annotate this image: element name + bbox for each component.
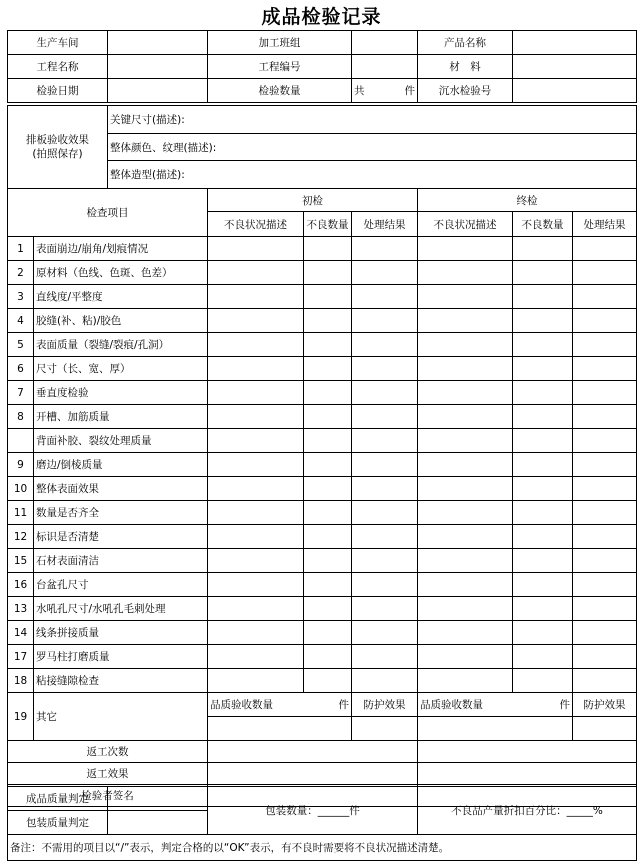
initial-desc-cell[interactable] [208, 525, 304, 549]
workshop-value[interactable] [108, 31, 208, 55]
final-result-cell[interactable] [573, 357, 637, 381]
table-row [8, 429, 637, 453]
row-number: 7 [8, 381, 34, 405]
final-result-cell[interactable] [573, 525, 637, 549]
row-item-name: 尺寸（长、宽、厚） [34, 357, 208, 381]
initial-result-cell[interactable] [352, 429, 418, 453]
row-item-name: 开槽、加筋质量 [34, 405, 208, 429]
rework-count-final[interactable] [418, 741, 637, 763]
final-result-cell[interactable] [573, 669, 637, 693]
initial-qty-cell[interactable] [304, 261, 352, 285]
final-result-cell[interactable] [573, 645, 637, 669]
row-item-name: 粘接缝隙检查 [34, 669, 208, 693]
final-qty-cell[interactable] [513, 477, 573, 501]
rework-effect-label: 返工效果 [8, 763, 208, 785]
table-row [8, 405, 637, 429]
final-qty-cell[interactable] [513, 453, 573, 477]
initial-qty-cell[interactable] [304, 597, 352, 621]
material-label: 材 料 [418, 55, 513, 79]
initial-desc-cell[interactable] [208, 597, 304, 621]
row-item-name: 石材表面清洁 [34, 549, 208, 573]
table-row [8, 309, 637, 333]
table-row [8, 669, 637, 693]
row-item-name: 背面补胶、裂纹处理质量 [34, 429, 208, 453]
initial-desc-cell[interactable] [208, 261, 304, 285]
initial-accept-label: 品质验收数量 [210, 699, 273, 711]
initial-qty-cell[interactable] [304, 333, 352, 357]
team-value[interactable] [352, 31, 418, 55]
final-qty-cell[interactable] [513, 285, 573, 309]
final-qty-cell[interactable] [513, 405, 573, 429]
final-desc-cell[interactable] [418, 477, 513, 501]
initial-result-cell[interactable] [352, 477, 418, 501]
final-accept-value[interactable] [418, 717, 573, 741]
rework-effect-initial[interactable] [208, 763, 418, 785]
package-qty-field[interactable]: 包装数量：______件 [208, 787, 418, 835]
initial-desc-cell[interactable] [208, 429, 304, 453]
defect-rate-field[interactable]: 不良品产量折扣百分比：_____% [418, 787, 637, 835]
initial-accept-unit: 件 [338, 699, 349, 711]
final-result-cell[interactable] [573, 429, 637, 453]
final-result-cell[interactable] [573, 309, 637, 333]
row-number: 4 [8, 309, 34, 333]
table-row [8, 285, 637, 309]
row-number: 6 [8, 357, 34, 381]
final-qty-cell[interactable] [513, 549, 573, 573]
layout-check-table [7, 105, 637, 189]
initial-protection-value[interactable] [352, 717, 418, 741]
table-row [8, 501, 637, 525]
final-protection-label: 防护效果 [573, 693, 637, 717]
initial-qty-header: 不良数量 [304, 212, 352, 237]
initial-result-cell[interactable] [352, 669, 418, 693]
rework-count-initial[interactable] [208, 741, 418, 763]
initial-qty-cell[interactable] [304, 285, 352, 309]
initial-result-cell[interactable] [352, 381, 418, 405]
initial-desc-cell[interactable] [208, 309, 304, 333]
initial-result-cell[interactable] [352, 237, 418, 261]
row-item-name: 线条拼接质量 [34, 621, 208, 645]
initial-result-cell[interactable] [352, 309, 418, 333]
final-accept-qty[interactable] [418, 693, 573, 717]
layout-check-label: 排板验收效果 (拍照保存) [8, 106, 108, 189]
initial-desc-header: 不良状况描述 [208, 212, 304, 237]
final-qty-cell[interactable] [513, 621, 573, 645]
initial-protection-label: 防护效果 [352, 693, 418, 717]
final-desc-cell[interactable] [418, 597, 513, 621]
material-value[interactable] [513, 55, 637, 79]
initial-check-header: 初检 [208, 189, 418, 212]
total-prefix: 共 [354, 85, 365, 97]
row-number: 17 [8, 645, 34, 669]
inspection-date-value[interactable] [108, 79, 208, 103]
table-row [8, 597, 637, 621]
initial-desc-cell[interactable] [208, 405, 304, 429]
remark-note: 备注：不需用的项目以“/”表示，判定合格的以“OK”表示，有不良时需要将不良状况描述清楚。 [8, 835, 637, 861]
initial-qty-cell[interactable] [304, 645, 352, 669]
row-item-name: 水吼孔尺寸/水吼孔毛刺处理 [34, 597, 208, 621]
initial-desc-cell[interactable] [208, 549, 304, 573]
initial-result-cell[interactable] [352, 621, 418, 645]
inspector-label: 检验者签名 [8, 785, 208, 807]
product-quality-label: 成品质量判定 [8, 787, 108, 811]
project-name-label: 工程名称 [8, 55, 108, 79]
row-number: 2 [8, 261, 34, 285]
package-quality-value[interactable] [108, 811, 208, 835]
final-qty-cell[interactable] [513, 645, 573, 669]
initial-qty-cell[interactable] [304, 621, 352, 645]
initial-desc-cell[interactable] [208, 621, 304, 645]
row-item-name: 标识是否清楚 [34, 525, 208, 549]
final-desc-cell[interactable] [418, 405, 513, 429]
initial-desc-cell[interactable] [208, 237, 304, 261]
project-name-value[interactable] [108, 55, 208, 79]
final-result-cell[interactable] [573, 381, 637, 405]
row-item-name: 垂直度检验 [34, 381, 208, 405]
final-result-cell[interactable] [573, 453, 637, 477]
initial-qty-cell[interactable] [304, 237, 352, 261]
initial-desc-cell[interactable] [208, 645, 304, 669]
overall-shape-field[interactable]: 整体造型(描述): [108, 161, 637, 189]
final-desc-cell[interactable] [418, 357, 513, 381]
final-desc-cell[interactable] [418, 309, 513, 333]
initial-desc-cell[interactable] [208, 357, 304, 381]
other-no: 19 [8, 693, 34, 741]
rework-count-label: 返工次数 [8, 741, 208, 763]
initial-desc-cell[interactable] [208, 381, 304, 405]
row-item-name: 胶缝(补、粘)/胶色 [34, 309, 208, 333]
final-qty-cell[interactable] [513, 669, 573, 693]
table-row [8, 477, 637, 501]
inspection-date-label: 检验日期 [8, 79, 108, 103]
row-number: 9 [8, 453, 34, 477]
initial-accept-value[interactable] [208, 717, 352, 741]
initial-desc-cell[interactable] [208, 453, 304, 477]
final-qty-header: 不良数量 [513, 212, 573, 237]
initial-desc-cell[interactable] [208, 501, 304, 525]
inspection-qty-total[interactable] [352, 79, 418, 103]
table-row [8, 357, 637, 381]
team-label: 加工班组 [208, 31, 352, 55]
row-number: 18 [8, 669, 34, 693]
row-item-name: 原材料（色线、色斑、色差） [34, 261, 208, 285]
initial-desc-cell[interactable] [208, 285, 304, 309]
row-item-name: 表面质量（裂缝/裂痕/孔洞） [34, 333, 208, 357]
row-number: 15 [8, 549, 34, 573]
initial-result-cell[interactable] [352, 549, 418, 573]
product-name-value[interactable] [513, 31, 637, 55]
table-row [8, 453, 637, 477]
project-no-label: 工程编号 [208, 55, 352, 79]
row-item-name: 整体表面效果 [34, 477, 208, 501]
initial-result-cell[interactable] [352, 405, 418, 429]
initial-qty-cell[interactable] [304, 669, 352, 693]
initial-qty-cell[interactable] [304, 429, 352, 453]
final-desc-cell[interactable] [418, 621, 513, 645]
final-check-header: 终检 [418, 189, 637, 212]
row-number: 16 [8, 573, 34, 597]
row-number: 11 [8, 501, 34, 525]
row-item-name: 数量是否齐全 [34, 501, 208, 525]
final-result-cell[interactable] [573, 573, 637, 597]
judgement-table [7, 786, 637, 861]
final-result-cell[interactable] [573, 477, 637, 501]
table-row [8, 573, 637, 597]
initial-result-cell[interactable] [352, 357, 418, 381]
final-qty-cell[interactable] [513, 501, 573, 525]
final-desc-cell[interactable] [418, 501, 513, 525]
row-item-name: 罗马柱打磨质量 [34, 645, 208, 669]
final-desc-cell[interactable] [418, 333, 513, 357]
workshop-label: 生产车间 [8, 31, 108, 55]
total-suffix: 件 [404, 85, 415, 97]
row-number: 5 [8, 333, 34, 357]
initial-qty-cell[interactable] [304, 405, 352, 429]
sink-test-label: 沉水检验号 [418, 79, 513, 103]
final-result-cell[interactable] [573, 405, 637, 429]
final-result-cell[interactable] [573, 621, 637, 645]
final-qty-cell[interactable] [513, 237, 573, 261]
final-desc-cell[interactable] [418, 285, 513, 309]
initial-desc-cell[interactable] [208, 573, 304, 597]
row-number: 1 [8, 237, 34, 261]
rework-effect-final[interactable] [418, 763, 637, 785]
package-quality-label: 包装质量判定 [8, 811, 108, 835]
final-desc-cell[interactable] [418, 525, 513, 549]
color-texture-field[interactable]: 整体颜色、纹理(描述): [108, 134, 637, 161]
initial-result-cell[interactable] [352, 333, 418, 357]
final-desc-cell[interactable] [418, 381, 513, 405]
row-item-name: 台盆孔尺寸 [34, 573, 208, 597]
final-desc-cell[interactable] [418, 237, 513, 261]
final-desc-cell[interactable] [418, 669, 513, 693]
project-no-value[interactable] [352, 55, 418, 79]
initial-qty-cell[interactable] [304, 309, 352, 333]
final-desc-cell[interactable] [418, 573, 513, 597]
initial-desc-cell[interactable] [208, 477, 304, 501]
row-number [8, 429, 34, 453]
final-result-cell[interactable] [573, 333, 637, 357]
final-desc-cell[interactable] [418, 261, 513, 285]
initial-result-cell[interactable] [352, 573, 418, 597]
final-accept-label: 品质验收数量 [420, 699, 484, 711]
final-qty-cell[interactable] [513, 309, 573, 333]
table-row [8, 381, 637, 405]
table-row [8, 261, 637, 285]
final-qty-cell[interactable] [513, 525, 573, 549]
table-row [8, 621, 637, 645]
form-title: 成品检验记录 [261, 6, 382, 28]
final-result-cell[interactable] [573, 501, 637, 525]
initial-qty-cell[interactable] [304, 381, 352, 405]
row-item-name: 磨边/倒棱质量 [34, 453, 208, 477]
final-qty-cell[interactable] [513, 573, 573, 597]
initial-qty-cell[interactable] [304, 477, 352, 501]
initial-qty-cell[interactable] [304, 525, 352, 549]
final-protection-value[interactable] [573, 717, 637, 741]
initial-result-cell[interactable] [352, 261, 418, 285]
row-number: 12 [8, 525, 34, 549]
initial-result-cell[interactable] [352, 285, 418, 309]
initial-qty-cell[interactable] [304, 453, 352, 477]
row-item-name: 表面崩边/崩角/划痕情况 [34, 237, 208, 261]
final-desc-header: 不良状况描述 [418, 212, 513, 237]
final-desc-cell[interactable] [418, 453, 513, 477]
row-number: 3 [8, 285, 34, 309]
final-qty-cell[interactable] [513, 261, 573, 285]
final-qty-cell[interactable] [513, 357, 573, 381]
final-result-cell[interactable] [573, 549, 637, 573]
final-qty-cell[interactable] [513, 333, 573, 357]
final-result-header: 处理结果 [573, 212, 637, 237]
inspection-qty-label: 检验数量 [208, 79, 352, 103]
initial-accept-qty[interactable] [208, 693, 352, 717]
item-header: 检查项目 [8, 189, 208, 237]
other-name: 其它 [34, 693, 208, 741]
final-desc-cell[interactable] [418, 645, 513, 669]
table-row [8, 525, 637, 549]
key-dimension-field[interactable]: 关键尺寸(描述): [108, 106, 637, 134]
table-row [8, 549, 637, 573]
row-number: 14 [8, 621, 34, 645]
final-desc-cell[interactable] [418, 429, 513, 453]
final-qty-cell[interactable] [513, 597, 573, 621]
row-item-name: 直线度/平整度 [34, 285, 208, 309]
row-number: 13 [8, 597, 34, 621]
table-row [8, 645, 637, 669]
final-result-cell[interactable] [573, 285, 637, 309]
table-row [8, 333, 637, 357]
initial-desc-cell[interactable] [208, 333, 304, 357]
initial-qty-cell[interactable] [304, 573, 352, 597]
table-row [8, 237, 637, 261]
initial-result-cell[interactable] [352, 597, 418, 621]
initial-qty-cell[interactable] [304, 501, 352, 525]
row-number: 10 [8, 477, 34, 501]
initial-qty-cell[interactable] [304, 549, 352, 573]
initial-result-cell[interactable] [352, 453, 418, 477]
initial-result-cell[interactable] [352, 645, 418, 669]
final-qty-cell[interactable] [513, 429, 573, 453]
initial-result-cell[interactable] [352, 501, 418, 525]
final-qty-cell[interactable] [513, 381, 573, 405]
final-result-cell[interactable] [573, 261, 637, 285]
final-result-cell[interactable] [573, 237, 637, 261]
product-quality-value[interactable] [108, 787, 208, 811]
initial-result-cell[interactable] [352, 525, 418, 549]
sink-test-value[interactable] [513, 79, 637, 103]
initial-result-header: 处理结果 [352, 212, 418, 237]
final-accept-unit: 件 [559, 699, 571, 711]
inspection-table [7, 188, 637, 807]
final-result-cell[interactable] [573, 597, 637, 621]
row-number: 8 [8, 405, 34, 429]
product-name-label: 产品名称 [418, 31, 513, 55]
initial-qty-cell[interactable] [304, 357, 352, 381]
final-desc-cell[interactable] [418, 549, 513, 573]
header-info-table [7, 30, 637, 103]
initial-desc-cell[interactable] [208, 669, 304, 693]
